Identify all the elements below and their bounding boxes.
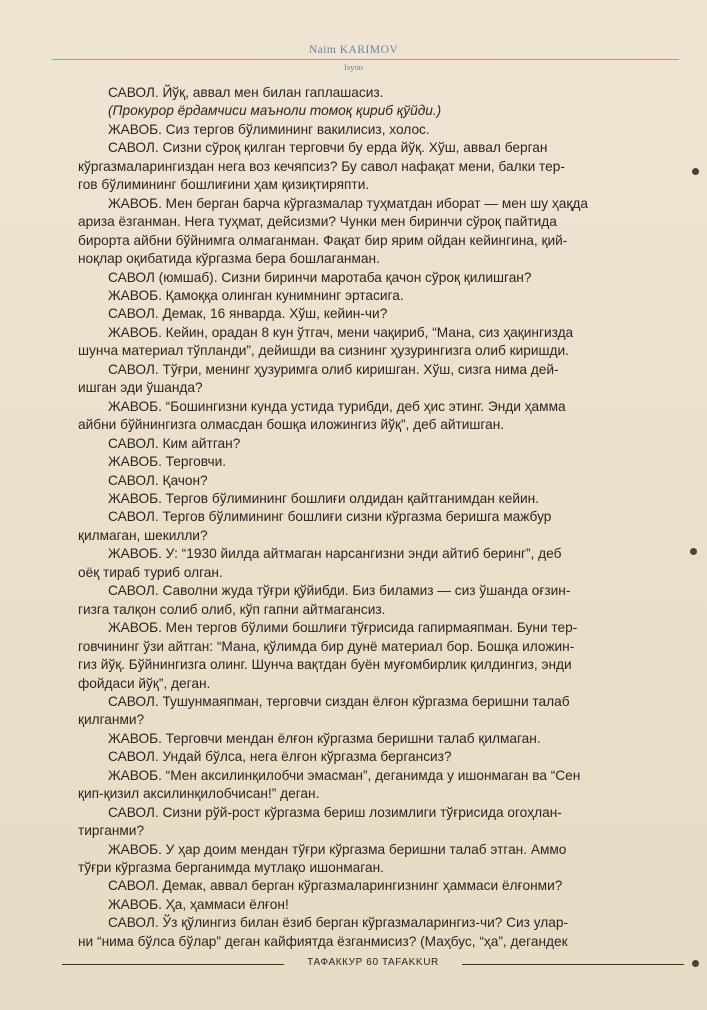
- text-line: айбни бўйнингизга олмасдан бошқа иложингиз йўқ”, деб айтишган.: [78, 417, 505, 433]
- paragraph: [78, 914, 658, 951]
- footer-rule-right: [462, 964, 684, 965]
- paragraph: [108, 84, 658, 102]
- text-line: САВОЛ. Демак, аввал берган кўргазмаларингизнинг ҳаммаси ёлғонми?: [108, 878, 563, 894]
- paragraph: [78, 398, 658, 435]
- paragraph: [108, 453, 658, 471]
- text-line: ни “нима бўлса бўлар” деган кайфиятда ёзганмисиз? (Маҳбус, “ҳа”, дегандек: [78, 933, 568, 949]
- text-line: гов бўлимининг бошлиғини ҳам қизиқтиряпти.: [78, 177, 370, 193]
- text-line: САВОЛ. Ким айтган?: [108, 435, 241, 451]
- text-line: (Прокурор ёрдамчиси маъноли томоқ қириб қўйди.): [108, 103, 442, 119]
- text-line: говчининг ўзи айтган: “Мана, қўлимда бир дунё материал бор. Бошқа иложин-: [78, 638, 575, 654]
- paragraph: [108, 877, 658, 895]
- text-line: бирорта айбни бўйнимга олмаганман. Фақат бир ярим ойдан кейингина, қий-: [78, 232, 568, 248]
- punch-hole-mark: [690, 548, 697, 555]
- punch-hole-mark: [692, 960, 699, 967]
- paragraph: [108, 730, 658, 748]
- paragraph: [108, 287, 658, 305]
- paragraph: [108, 490, 658, 508]
- text-line: ЖАВОБ. У: “1930 йилда айтмаган нарсангизни энди айтиб беринг”, деб: [108, 546, 562, 562]
- text-line: ЖАВОБ. Ҳа, ҳаммаси ёлғон!: [108, 896, 289, 912]
- paragraph: [108, 472, 658, 490]
- text-line: ЖАВОБ. Терговчи.: [108, 454, 227, 470]
- page-footer: ТАФАККУР 60 TAFAKKUR: [307, 957, 439, 968]
- text-line: ЖАВОБ. “Мен аксилинқилобчи эмасман”, деганимда у ишонмаган ва “Сен: [108, 767, 581, 783]
- running-header-author: Naim KARIMOV: [308, 44, 399, 56]
- text-line: САВОЛ (юмшаб). Сизни биринчи маротаба қачон сўроқ қилишган?: [108, 269, 532, 285]
- text-line: ЖАВОБ. Сиз тергов бўлимининг вакилисиз, холос.: [108, 121, 430, 137]
- article-body: [78, 84, 658, 951]
- paragraph: [108, 305, 658, 323]
- text-line: ЖАВОБ. У ҳар доим мендан тўғри кўргазма беришни талаб этган. Аммо: [108, 841, 567, 857]
- text-line: тўғри кўргазма берганимда мутлақо ишонмаган.: [78, 860, 384, 876]
- punch-hole-mark: [692, 168, 699, 175]
- paragraph: [108, 435, 658, 453]
- paragraph: [78, 139, 658, 194]
- text-line: гизга талқон солиб олиб, кўп гапни айтмагансиз.: [78, 601, 386, 617]
- text-line: фойдаси йўқ”, деган.: [78, 675, 211, 691]
- paragraph: [78, 767, 658, 804]
- paragraph: [78, 545, 658, 582]
- paragraph: [108, 896, 658, 914]
- text-line: САВОЛ. Ундай бўлса, нега ёлғон кўргазма бергансиз?: [108, 749, 452, 765]
- paragraph: [78, 804, 658, 841]
- paragraph: [108, 748, 658, 766]
- text-line: ЖАВОБ. Тергов бўлимининг бошлиғи олдидан қайтганимдан кейин.: [108, 490, 540, 506]
- text-line: САВОЛ. Тўғри, менинг ҳузуримга олиб киришган. Хўш, сизга нима дей-: [108, 361, 559, 377]
- text-line: ЖАВОБ. Терговчи мендан ёлғон кўргазма беришни талаб қилмаган.: [108, 730, 541, 746]
- paragraph: [78, 841, 658, 878]
- text-line: ЖАВОБ. “Бошингизни кунда устида турибди, деб ҳис этинг. Энди ҳамма: [108, 398, 566, 414]
- text-line: кўргазмаларингиздан нега воз кечяпсиз? Бу савол нафақат мени, балки тер-: [78, 158, 565, 174]
- text-line: қилганми?: [78, 712, 145, 728]
- paragraph: [78, 508, 658, 545]
- text-line: тирганми?: [78, 823, 145, 839]
- text-line: САВОЛ. Йўқ, аввал мен билан гаплашасиз.: [108, 85, 384, 100]
- paragraph: [108, 269, 658, 287]
- text-line: ЖАВОБ. Кейин, орадан 8 кун ўтгач, мени чақириб, “Мана, сиз ҳақингизда: [108, 324, 574, 340]
- paragraph: [78, 693, 658, 730]
- text-line: қилмаган, шекилли?: [78, 527, 208, 543]
- text-line: ЖАВОБ. Мен тергов бўлими бошлиғи тўғрисида гапирмаяпман. Буни тер-: [108, 620, 578, 636]
- paragraph: [78, 619, 658, 693]
- text-line: шунча материал тўпланди”, дейишди ва сизнинг ҳузурингизга олиб киришди.: [78, 343, 569, 359]
- running-header-subtitle: Isyon: [344, 62, 363, 72]
- text-line: оёқ тираб туриб олган.: [78, 564, 223, 580]
- text-line: ишган эди ўшанда?: [78, 380, 203, 396]
- text-line: САВОЛ. Демак, 16 январда. Хўш, кейин-чи?: [108, 306, 388, 322]
- header-rule: [52, 59, 679, 60]
- paragraph: [78, 195, 658, 269]
- text-line: САВОЛ. Сизни рўй-рост кўргазма бериш лозимлиги тўғрисида огоҳлан-: [108, 804, 562, 820]
- text-line: САВОЛ. Саволни жуда тўғри қўйибди. Биз биламиз — сиз ўшанда оғзин-: [108, 583, 571, 599]
- paragraph: [78, 582, 658, 619]
- footer-rule-left: [62, 964, 284, 965]
- paragraph: [108, 121, 658, 139]
- stage-direction: [108, 102, 658, 120]
- text-line: ариза ёзганман. Нега туҳмат, дейсизми? Чунки мен биринчи сўроқ пайтида: [78, 214, 557, 230]
- text-line: ЖАВОБ. Мен берган барча кўргазмалар туҳматдан иборат — мен шу ҳақда: [108, 195, 588, 211]
- text-line: САВОЛ. Ўз қўлингиз билан ёзиб берган кўргазмаларингиз-чи? Сиз улар-: [108, 915, 569, 931]
- paragraph: [78, 324, 658, 361]
- text-line: ЖАВОБ. Қамоққа олинган кунимнинг эртасига.: [108, 287, 404, 303]
- text-line: гиз йўқ. Бўйнингизга олинг. Шунча вақтдан буён муғомбирлик қилдингиз, энди: [78, 657, 572, 673]
- text-line: САВОЛ. Сизни сўроқ қилган терговчи бу ерда йўқ. Хўш, аввал берган: [108, 140, 548, 156]
- text-line: қип-қизил аксилинқилобчисан!” деган.: [78, 786, 320, 802]
- text-line: САВОЛ. Тушунмаяпман, терговчи сиздан ёлғон кўргазма беришни талаб: [108, 693, 570, 709]
- text-line: САВОЛ. Қачон?: [108, 472, 208, 488]
- text-line: САВОЛ. Тергов бўлимининг бошлиғи сизни кўргазма беришга мажбур: [108, 509, 552, 525]
- text-line: ноқлар оқибатида кўргазма бера бошлаганман.: [78, 251, 380, 267]
- paragraph: [78, 361, 658, 398]
